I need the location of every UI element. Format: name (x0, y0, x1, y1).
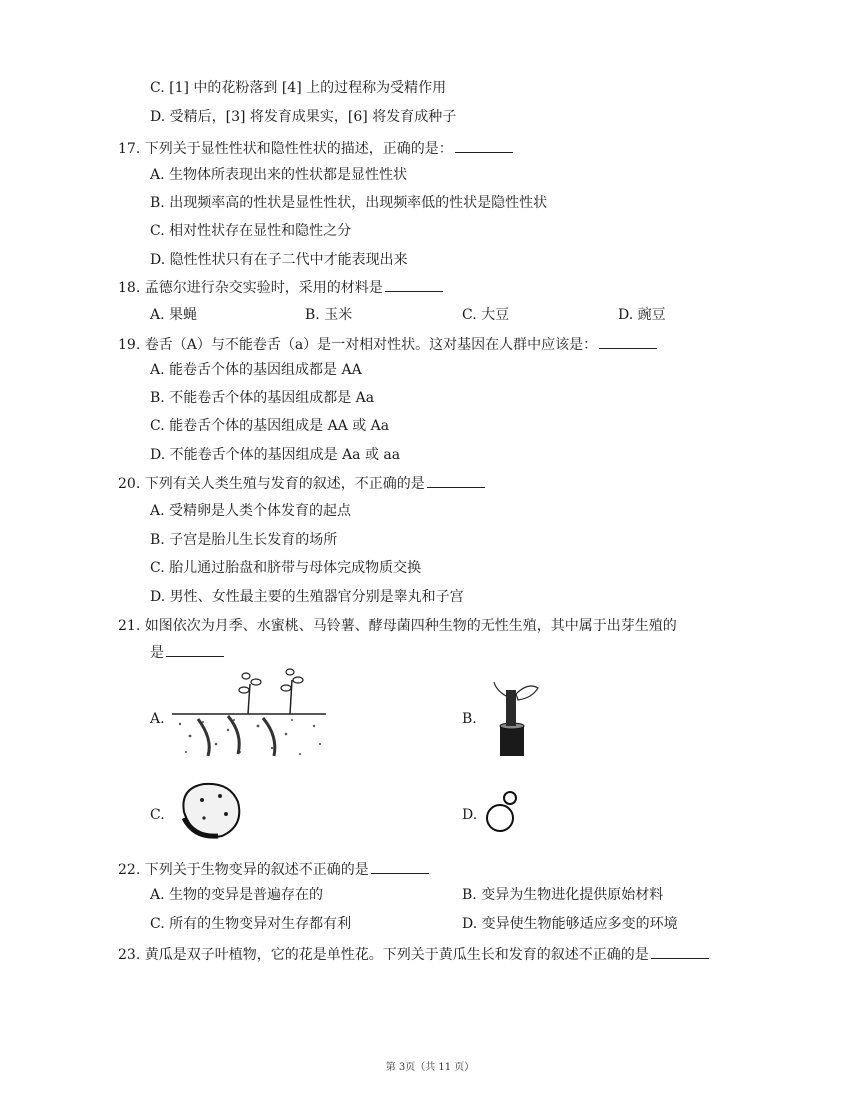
q22-option-c: C. 所有的生物变异对生存都有利 (150, 916, 352, 932)
q21-stem-line2: 是 (150, 643, 224, 663)
yeast-budding-figure (484, 786, 524, 838)
q19-option-c: C. 能卷舌个体的基因组成是 AA 或 Aa (150, 418, 390, 434)
q20-stem: 20. 下列有关人类生殖与发育的叙述，不正确的是 (118, 474, 485, 494)
page-footer: 第 3页（共 11 页） (385, 1062, 475, 1073)
answer-blank[interactable] (166, 643, 224, 657)
q19-option-d: D. 不能卷舌个体的基因组成是 Aa 或 aa (150, 447, 401, 463)
q18-option-a: A. 果蝇 (150, 307, 198, 323)
q20-option-d: D. 男性、女性最主要的生殖器官分别是睾丸和子宫 (150, 589, 464, 605)
q19-option-a: A. 能卷舌个体的基因组成都是 AA (150, 362, 362, 378)
figure-label-b: B. (462, 711, 477, 727)
peach-grafting-figure (488, 676, 548, 760)
q17-option-a: A. 生物体所表现出来的性状都是显性性状 (150, 167, 408, 183)
q22-option-d: D. 变异使生物能够适应多变的环境 (462, 916, 678, 932)
q17-option-b: B. 出现频率高的性状是显性性状，出现频率低的性状是隐性性状 (150, 195, 548, 211)
q17-option-d: D. 隐性性状只有在子二代中才能表现出来 (150, 252, 408, 268)
q16-option-d: D. 受精后，[3] 将发育成果实，[6] 将发育成种子 (150, 109, 457, 125)
q18-option-d: D. 豌豆 (618, 307, 666, 323)
answer-blank[interactable] (371, 860, 429, 874)
q18-stem: 18. 孟德尔进行杂交实验时，采用的材料是 (118, 278, 443, 298)
q18-option-c: C. 大豆 (462, 307, 510, 323)
figure-label-d: D. (462, 807, 478, 823)
answer-blank[interactable] (599, 335, 657, 349)
q21-stem-line1: 21. 如图依次为月季、水蜜桃、马铃薯、酵母菌四种生物的无性生殖，其中属于出芽生殖的 (118, 618, 677, 634)
answer-blank[interactable] (651, 945, 709, 959)
figure-label-c: C. (150, 807, 165, 823)
q17-stem: 17. 下列关于显性性状和隐性性状的描述，正确的是： (118, 139, 513, 159)
potato-tuber-figure (174, 778, 246, 844)
q22-stem: 22. 下列关于生物变异的叙述不正确的是 (118, 860, 429, 880)
q23-stem: 23. 黄瓜是双子叶植物，它的花是单性花。下列关于黄瓜生长和发育的叙述不正确的是 (118, 945, 709, 965)
q16-option-c: C. [1] 中的花粉落到 [4] 上的过程称为受精作用 (150, 80, 447, 96)
q18-option-b: B. 玉米 (305, 307, 353, 323)
rose-layering-figure (168, 664, 330, 764)
q19-option-b: B. 不能卷舌个体的基因组成都是 Aa (150, 390, 375, 406)
answer-blank[interactable] (385, 278, 443, 292)
q19-stem: 19. 卷舌（A）与不能卷舌（a）是一对相对性状。这对基因在人群中应该是： (118, 335, 657, 355)
q20-option-c: C. 胎儿通过胎盘和脐带与母体完成物质交换 (150, 560, 422, 576)
q20-option-b: B. 子宫是胎儿生长发育的场所 (150, 532, 338, 548)
answer-blank[interactable] (427, 474, 485, 488)
figure-label-a: A. (150, 711, 165, 727)
q20-option-a: A. 受精卵是人类个体发育的起点 (150, 503, 352, 519)
answer-blank[interactable] (455, 139, 513, 153)
q22-option-b: B. 变异为生物进化提供原始材料 (462, 887, 664, 903)
q22-option-a: A. 生物的变异是普遍存在的 (150, 887, 324, 903)
q17-option-c: C. 相对性状存在显性和隐性之分 (150, 223, 352, 239)
